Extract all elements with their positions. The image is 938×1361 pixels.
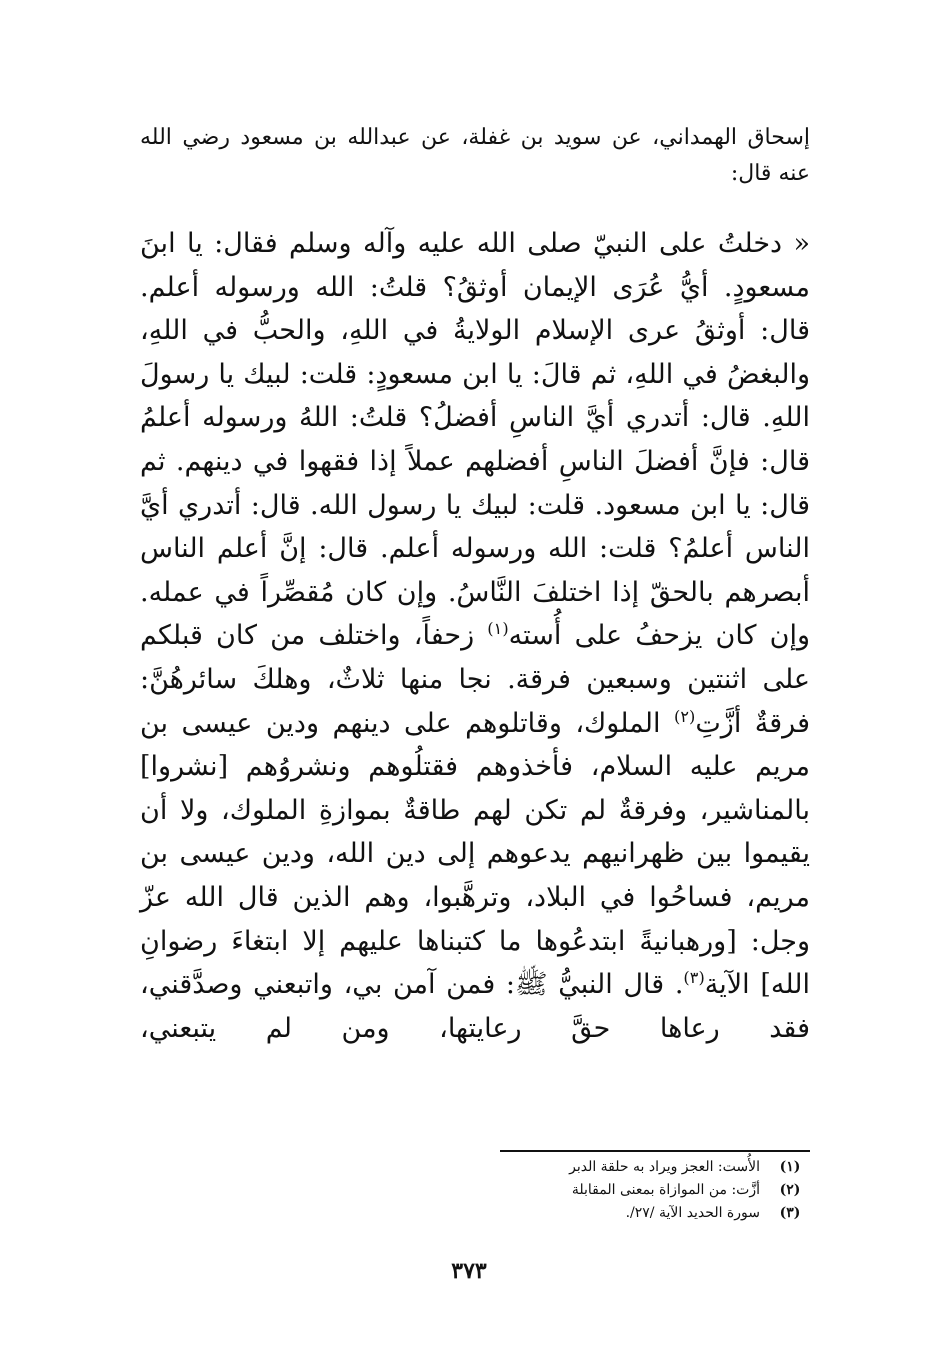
- footnote-text: سورة الحديد الآية /٢٧/.: [625, 1205, 760, 1221]
- footnote-number: (٢): [779, 1182, 801, 1198]
- main-text-part-2: زحفاً، واختلف من كان قبلكم على اثنتين وسبعين فرقة. نجا منها ثلاثٌ، وهلكَ سائرهُنَّ: فرقةٌ أزَّتِ: [140, 620, 810, 739]
- footnote-number: (١): [779, 1159, 801, 1175]
- main-text-part-3: الملوك، وقاتلوهم على دينهم ودين عيسى بن مريم عليه السلام، فأخذوهم فقتلُوهم ونشروُهم [نشروا] بالمناشير، وفرقةٌ لم تكن لهم طاقةٌ بموازةِ الملوك، ولا أن يقيموا بين ظهرانيهم يدعوهم إلى دين الله، ودين عيسى بن مريم، فساحُوا في البلاد، وترهَّبوا، وهم الذين قال الله عزّ وجل: [ورهبانيةً ابتدعُوها ما كتبناها عليهم إلا ابتغاءَ رضوانِ الله] الآية: [140, 707, 811, 1001]
- footnotes: [440, 1156, 810, 1225]
- page-number: ٣٧٣: [451, 1258, 487, 1284]
- footnote-text: الأُست: العجز ويراد به حلقة الدبر: [569, 1159, 760, 1175]
- main-paragraph: [140, 222, 810, 1050]
- footnote-item: [440, 1179, 810, 1202]
- footnote-divider: [500, 1150, 810, 1152]
- footnote-mark-2: (٢): [674, 706, 696, 726]
- main-text-part-4: . قال النبيُّ ﷺ: فمن آمن بي، واتبعني وصدَّقني، فقد رعاها حقَّ رعايتها، ومن لم يتبعني،: [140, 969, 810, 1044]
- footnote-item: [440, 1202, 810, 1225]
- footnote-mark-1: (١): [487, 619, 509, 639]
- footnote-text: أزَّت: من الموازاة بمعنى المقابلة: [571, 1182, 760, 1198]
- intro-paragraph: إسحاق الهمداني، عن سويد بن غفلة، عن عبدالله بن مسعود رضي الله عنه قال:: [140, 125, 810, 186]
- footnote-mark-3: (٣): [683, 968, 705, 988]
- footnote-number: (٣): [779, 1205, 801, 1221]
- footnote-item: [440, 1156, 810, 1179]
- main-text-part-1: « دخلتُ على النبيّ صلى الله عليه وآله وسلم فقال: يا ابنَ مسعودٍ. أيُّ عُرَى الإيمان أوثقُ؟ قلتُ: الله ورسوله أعلم. قال: أوثقُ عرى الإسلام الولايةُ في اللهِ، والحبُّ في اللهِ، والبغضُ في اللهِ، ثم قالَ: يا ابن مسعودٍ: قلت: لبيك يا رسولَ اللهِ. قال: أتدري أيَّ الناسِ أفضلُ؟ قلتُ: اللهُ ورسوله أعلمُ قال: فإنَّ أفضلَ الناسِ أفضلهم عملاً إذا فقهوا في دينهم. ثم قال: يا ابن مسعود. قلت: لبيك يا رسول الله. قال: أتدري أيَّ الناس أعلمُ؟ قلت: الله ورسوله أعلم. قال: إنَّ أعلم الناس أبصرهم بالحقّ إذا اختلفَ النَّاسُ. وإن كان مُقصِّراً في عمله. وإن كان يزحفُ على أُسته: [140, 228, 811, 652]
